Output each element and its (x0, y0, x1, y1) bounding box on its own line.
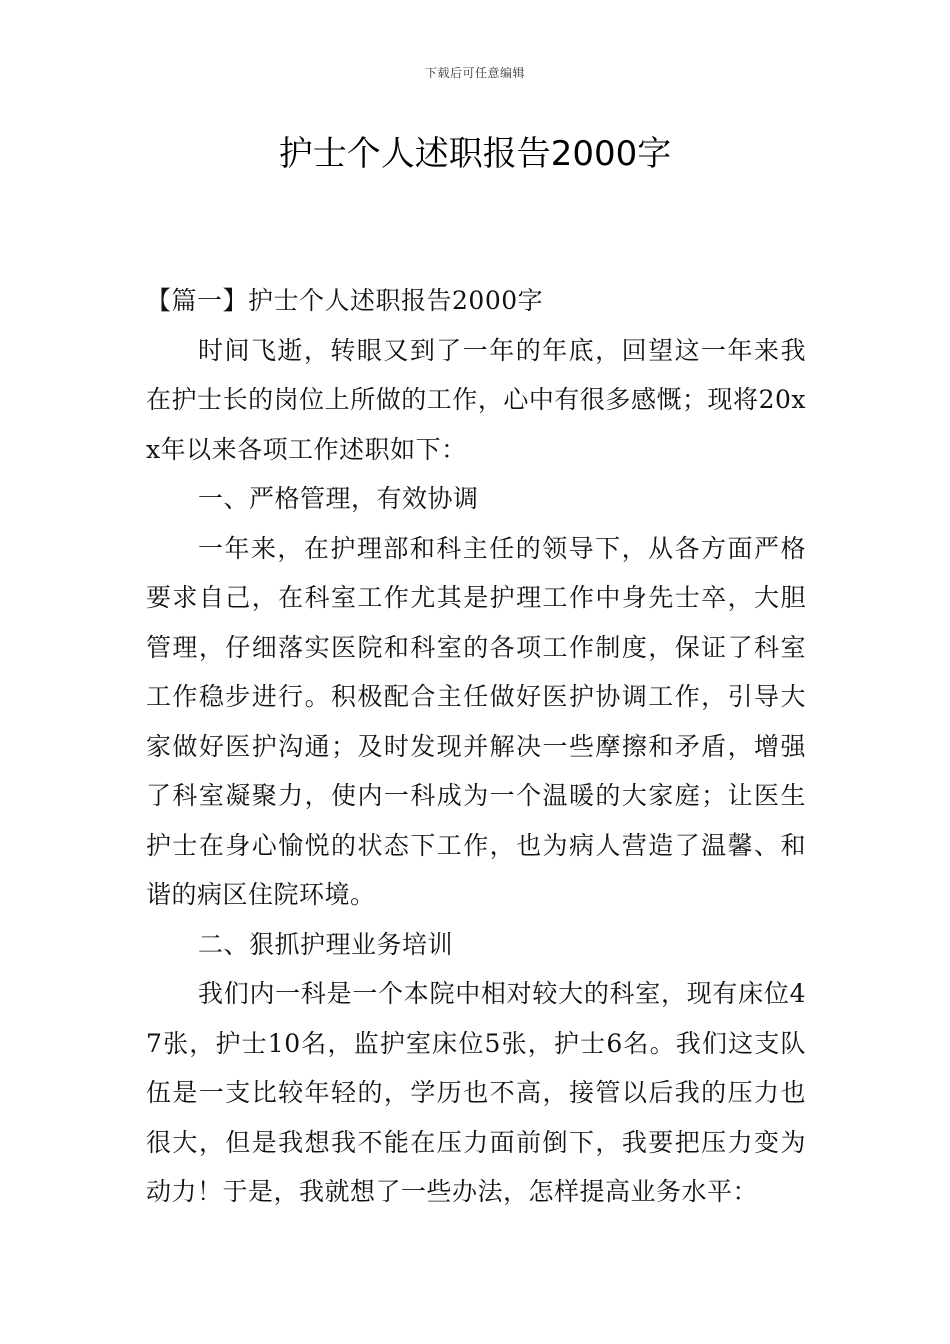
section-1-paragraph: 一年来，在护理部和科主任的领导下，从各方面严格要求自己，在科室工作尤其是护理工作中身先士卒，大胆管理，仔细落实医院和科室的各项工作制度，保证了科室工作稳步进行。积极配合主任做好医护协调工作，引导大家做好医护沟通；及时发现并解决一些摩擦和矛盾，增强了科室凝聚力，使内一科成为一个温暖的大家庭；让医生护士在身心愉悦的状态下工作，也为病人营造了温馨、和谐的病区住院环境。 (146, 533, 806, 909)
part-heading: 【篇一】护士个人述职报告2000字 (146, 286, 544, 315)
section-2-paragraph: 我们内一科是一个本院中相对较大的科室，现有床位47张，护士10名，监护室床位5张，护士6名。我们这支队伍是一支比较年轻的，学历也不高，接管以后我的压力也很大，但是我想我不能在压力面前倒下，我要把压力变为动力！于是，我就想了一些办法，怎样提高业务水平： (146, 979, 806, 1206)
document-body (146, 276, 806, 1217)
header-note: 下载后可任意编辑 (424, 66, 525, 80)
intro-paragraph: 时间飞逝，转眼又到了一年的年底，回望这一年来我在护士长的岗位上所做的工作，心中有很多感慨；现将20xx年以来各项工作述职如下： (146, 335, 806, 464)
document-title: 护士个人述职报告2000字 (278, 134, 672, 174)
section-2-heading: 二、狠抓护理业务培训 (198, 929, 454, 959)
section-1-heading: 一、严格管理，有效协调 (198, 484, 479, 513)
